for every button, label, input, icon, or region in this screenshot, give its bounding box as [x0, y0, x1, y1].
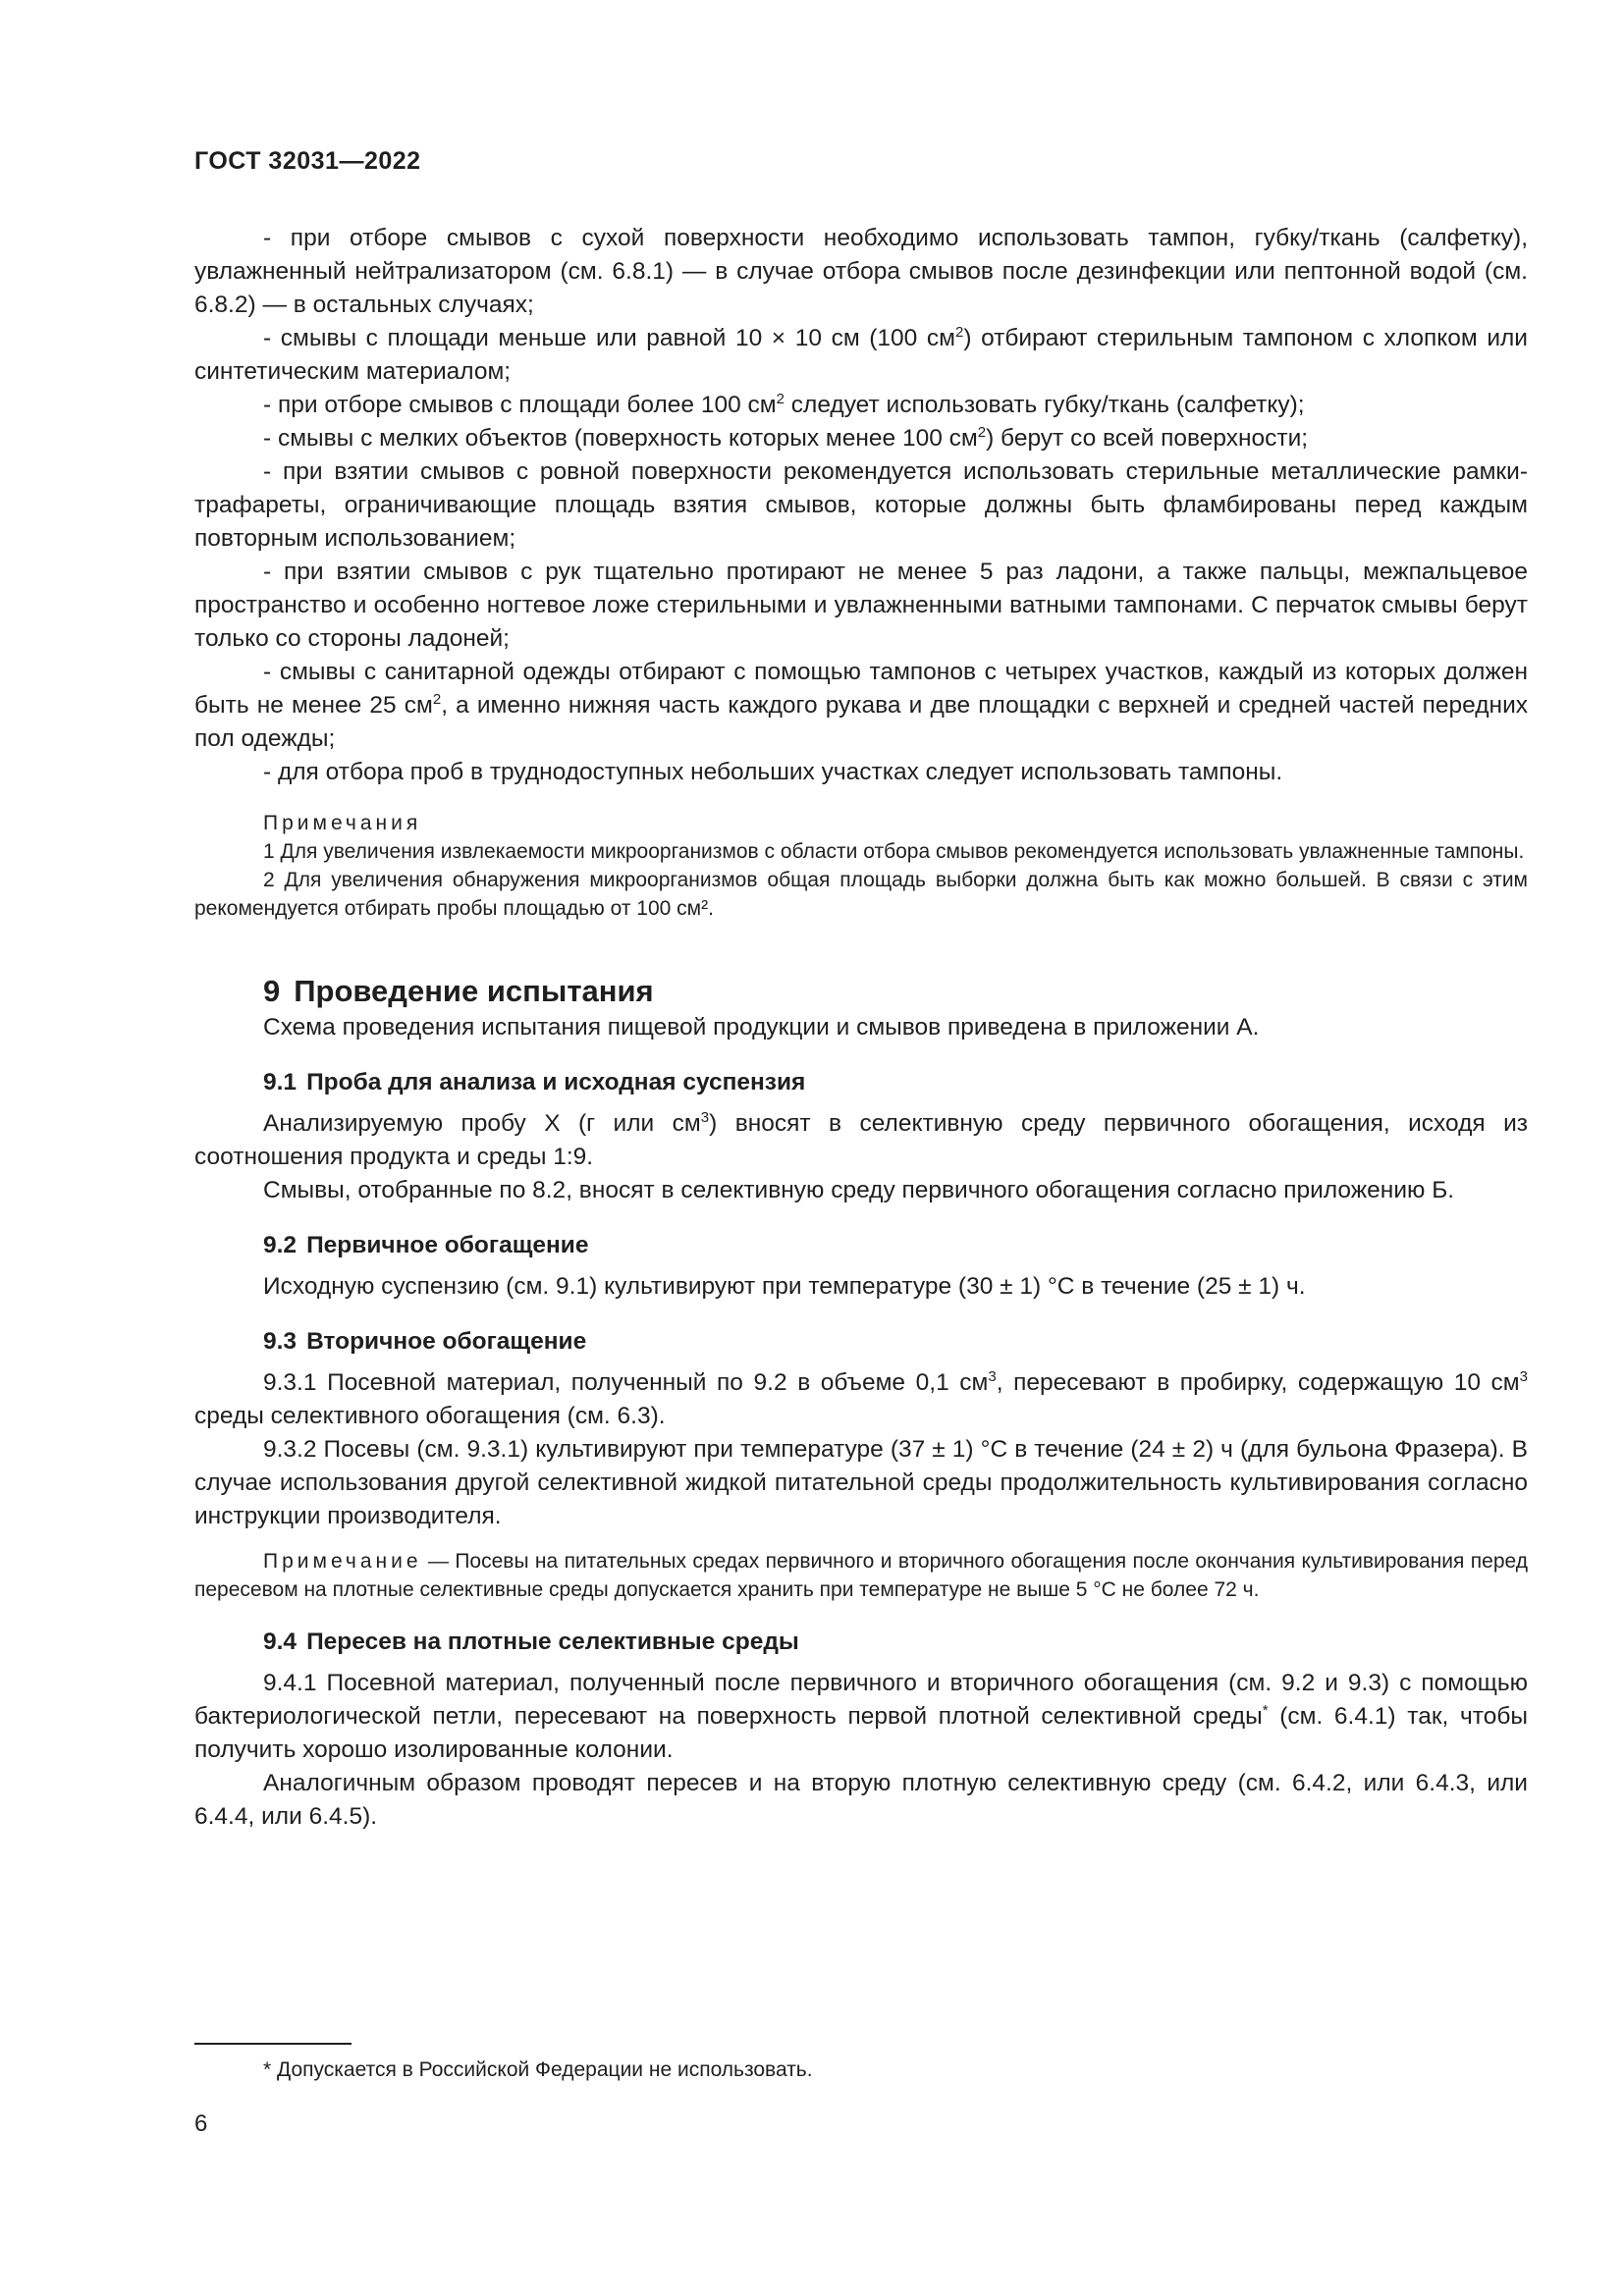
paragraph: Исходную суспензию (см. 9.1) культивируют при температуре (30 ± 1) °С в течение (25 ± 1) ч. [263, 1273, 1306, 1300]
list-item: - смывы с площади меньше или равной 10 × 10 см (100 $см^2$) отбирают стерильным тампоном с хлопком или синтетическим материалом; [194, 324, 1528, 385]
notes-block [194, 809, 1528, 923]
subsection-9-1-heading: 9.1 Проба для анализа и исходная суспензия [263, 1069, 806, 1095]
footnote: * Допускается в Российской Федерации не использовать. [263, 2058, 813, 2081]
document-header: ГОСТ 32031—2022 [194, 147, 421, 175]
paragraph: Анализируемую пробу X (г или $см^3$) вносят в селективную среду первичного обогащения, исходя из соотношения продукта и среды 1:9. [194, 1109, 1528, 1170]
main-content [194, 222, 1528, 1834]
paragraph: 9.3.1 Посевной материал, полученный по 9.2 в объеме 0,1 $см^3$, пересевают в пробирку, содержащую 10 $см^3$ среды селективного обогащения (см. 6.3). [194, 1368, 1528, 1429]
paragraph: 9.3.2 Посевы (см. 9.3.1) культивируют при температуре (37 ± 1) °С в течение (24 ± 2) ч (для бульона Фразера). В случае использования другой селективной жидкой питательной среды продолжительность культивирования согласно инструкции производителя. [194, 1436, 1528, 1529]
list-item: - смывы с мелких объектов (поверхность которых менее 100 $см^2$) берут со всей поверхности; [263, 424, 1309, 452]
bullet-list [194, 222, 1528, 789]
note-9-3 [194, 1547, 1528, 1604]
subsection-9-3-heading: 9.3 Вторичное обогащение [263, 1328, 587, 1355]
list-item: - для отбора проб в труднодоступных небольших участках следует использовать тампоны. [263, 759, 1283, 785]
note-item: 1 Для увеличения извлекаемости микроорганизмов с области отбора смывов рекомендуется использовать увлажненные тампоны. [263, 840, 1525, 863]
list-item: - при взятии смывов с рук тщательно протирают не менее 5 раз ладони, а также пальцы, межпальцевое пространство и особенно ногтевое ложе стерильными и увлажненными ватными тампонами. С перчаток смывы берут только со стороны ладоней; [194, 559, 1528, 652]
footnote-divider [194, 2043, 352, 2045]
list-item: - при взятии смывов с ровной поверхности рекомендуется использовать стерильные металлические рамки-трафареты, ограничивающие площадь взятия смывов, которые должны быть фламбированы перед каждым повторным использованием; [194, 458, 1528, 552]
subsection-9-2-heading: 9.2 Первичное обогащение [263, 1232, 589, 1258]
subsection-9-4-heading: 9.4 Пересев на плотные селективные среды [263, 1629, 799, 1655]
section-9-heading: 9 Проведение испытания [263, 974, 654, 1008]
paragraph: Смывы, отобранные по 8.2, вносят в селективную среду первичного обогащения согласно приложению Б. [263, 1177, 1455, 1203]
section-9-intro: Схема проведения испытания пищевой продукции и смывов приведена в приложении А. [263, 1014, 1260, 1041]
paragraph: 9.4.1 Посевной материал, полученный после первичного и вторичного обогащения (см. 9.2 и 9.3) с помощью бактериологической петли, пересевают на поверхность первой плотной селективной среды* (см. 6.4.1) так, чтобы получить хорошо изолированные колонии. [194, 1670, 1528, 1763]
page-number: 6 [194, 2110, 208, 2137]
note-text: — Посевы на питательных средах первичного и вторичного обогащения после окончания культивирования перед пересевом на плотные селективные среды допускается хранить при температуре не выше 5 °С не более 72 ч. [194, 1550, 1528, 1601]
note-item: 2 Для увеличения обнаружения микроорганизмов общая площадь выборки должна быть как можно большей. В связи с этим рекомендуется отбирать пробы площадью от 100 см². [194, 869, 1528, 920]
list-item: - при отборе смывов с площади более 100 $см^2$ следует использовать губку/ткань (салфетку); [263, 391, 1305, 418]
note-label: Примечание [263, 1550, 422, 1573]
paragraph: Аналогичным образом проводят пересев и на вторую плотную селективную среду (см. 6.4.2, или 6.4.3, или 6.4.4, или 6.4.5). [194, 1770, 1528, 1830]
list-item: - смывы с санитарной одежды отбирают с помощью тампонов с четырех участков, каждый из которых должен быть не менее 25 $см^2$, а именно нижняя часть каждого рукава и две площадки с верхней и средней частей передних пол одежды; [194, 659, 1529, 752]
notes-title: Примечания [263, 812, 422, 834]
list-item: - при отборе смывов с сухой поверхности необходимо использовать тампон, губку/ткань (салфетку), увлажненный нейтрализатором (см. 6.8.1) — в случае отбора смывов после дезинфекции или пептонной водой (см. 6.8.2) — в остальных случаях; [194, 225, 1528, 318]
